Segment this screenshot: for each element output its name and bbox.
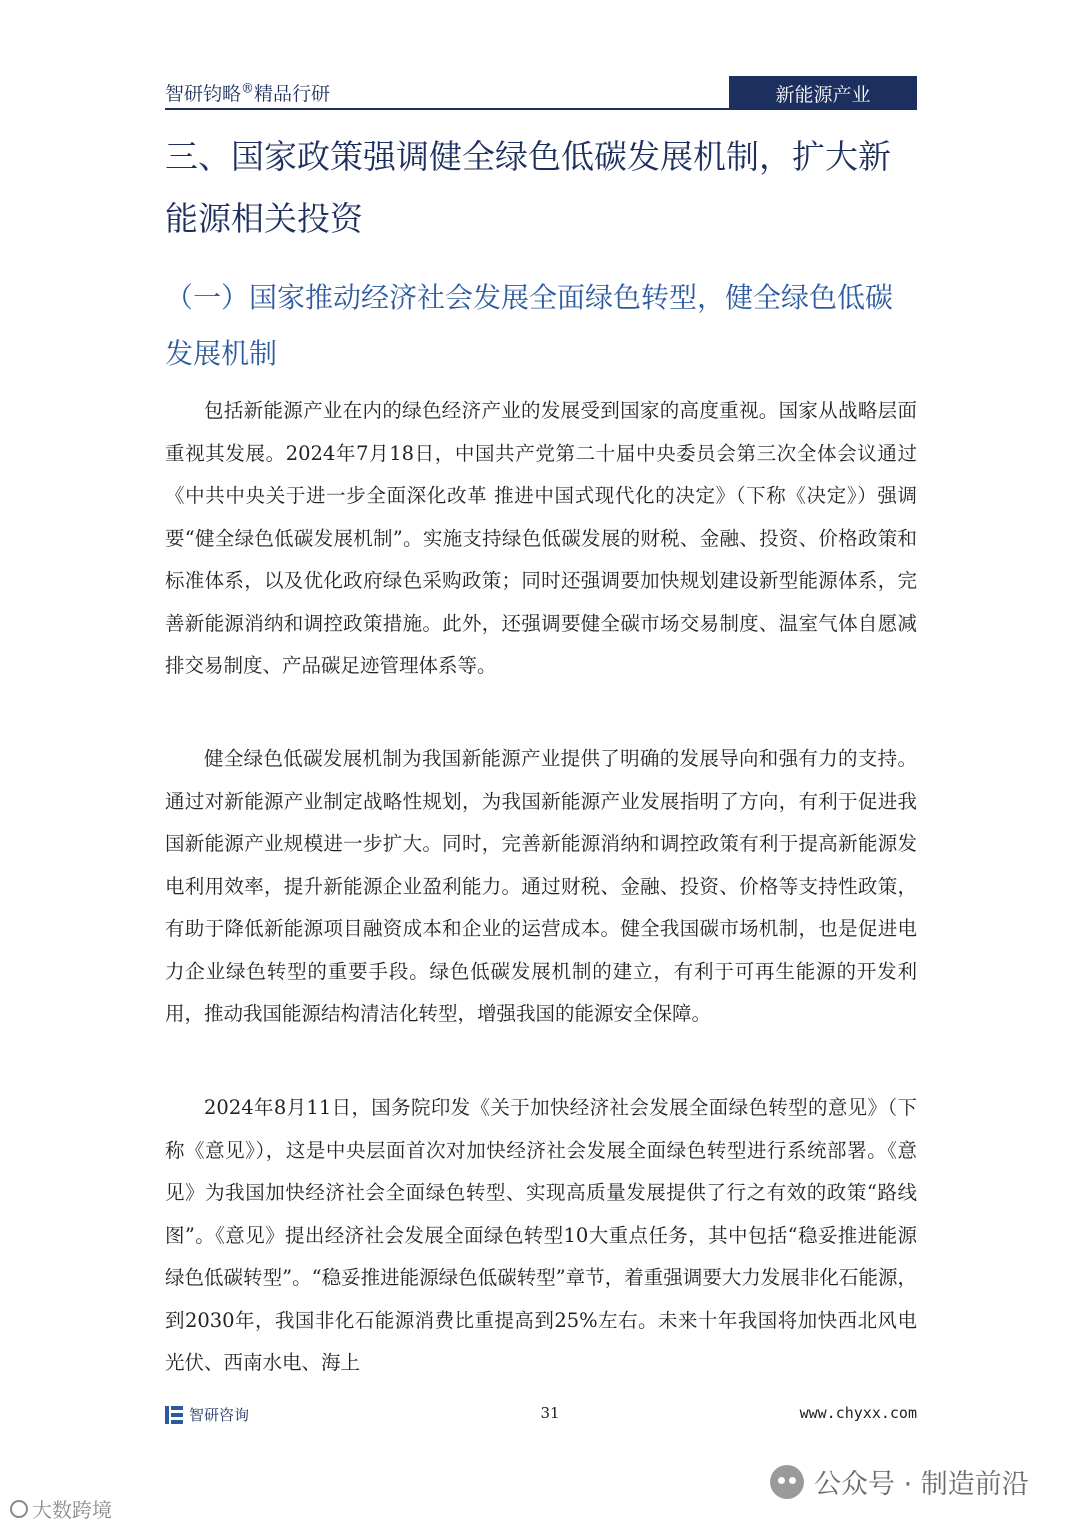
wechat-account-label: 公众号 · 制造前沿	[814, 1469, 1029, 1500]
footer-logo-text: 智研咨询	[189, 1406, 250, 1424]
footer-logo	[165, 1404, 249, 1425]
wechat-watermark	[770, 1462, 1029, 1501]
header-brand-name: 智研钧略	[165, 83, 242, 105]
company-logo-icon	[165, 1406, 183, 1424]
header-brand	[165, 79, 330, 106]
header-category-label: 新能源产业	[775, 83, 871, 106]
header-category-tab	[729, 76, 917, 110]
bottom-watermark-text: 大数跨境	[32, 1498, 112, 1522]
watermark-ring-icon	[10, 1500, 28, 1518]
page-number: 31	[540, 1404, 560, 1422]
paragraph-3: 2024年8月11日，国务院印发《关于加快经济社会发展全面绿色转型的意见》（下称《意见》），这是中央层面首次对加快经济社会发展全面绿色转型进行系统部署。《意见》为我国加快经济社会全面绿色转型、实现高质量发展提供了行之有效的政策“路线图”。《意见》提出经济社会发展全面绿色转型10大重点任务，其中包括“稳妥推进能源绿色低碳转型”。“稳妥推进能源绿色低碳转型”章节，着重强调要大力发展非化石能源，到2030年，我国非化石能源消费比重提高到25%左右。未来十年我国将加快西北风电光伏、西南水电、海上	[165, 1096, 917, 1374]
section-title: 三、国家政策强调健全绿色低碳发展机制，扩大新能源相关投资	[165, 137, 891, 238]
wechat-icon	[770, 1465, 804, 1499]
header-brand-suffix: 精品行研	[254, 83, 331, 105]
bottom-watermark	[10, 1494, 112, 1523]
footer-url: www.chyxx.com	[799, 1404, 917, 1422]
paragraph-1: 包括新能源产业在内的绿色经济产业的发展受到国家的高度重视。国家从战略层面重视其发展。2024年7月18日，中国共产党第二十届中央委员会第三次全体会议通过《中共中央关于进一步全面深化改革 推进中国式现代化的决定》（下称《决定》）强调要“健全绿色低碳发展机制”。实施支持绿色低碳发展的财税、金融、投资、价格政策和标准体系，以及优化政府绿色采购政策；同时还强调要加快规划建设新型能源体系，完善新能源消纳和调控政策措施。此外，还强调要健全碳市场交易制度、温室气体自愿减排交易制度、产品碳足迹管理体系等。	[165, 399, 917, 677]
paragraph-2: 健全绿色低碳发展机制为我国新能源产业提供了明确的发展导向和强有力的支持。通过对新能源产业制定战略性规划，为我国新能源产业发展指明了方向，有利于促进我国新能源产业规模进一步扩大。同时，完善新能源消纳和调控政策有利于提高新能源发电利用效率，提升新能源企业盈利能力。通过财税、金融、投资、价格等支持性政策，有助于降低新能源项目融资成本和企业的运营成本。健全我国碳市场机制，也是促进电力企业绿色转型的重要手段。绿色低碳发展机制的建立，有利于可再生能源的开发利用，推动我国能源结构清洁化转型，增强我国的能源安全保障。	[165, 747, 917, 1025]
subsection-title: （一）国家推动经济社会发展全面绿色转型，健全绿色低碳发展机制	[165, 281, 894, 370]
registered-mark: ®	[241, 81, 255, 97]
